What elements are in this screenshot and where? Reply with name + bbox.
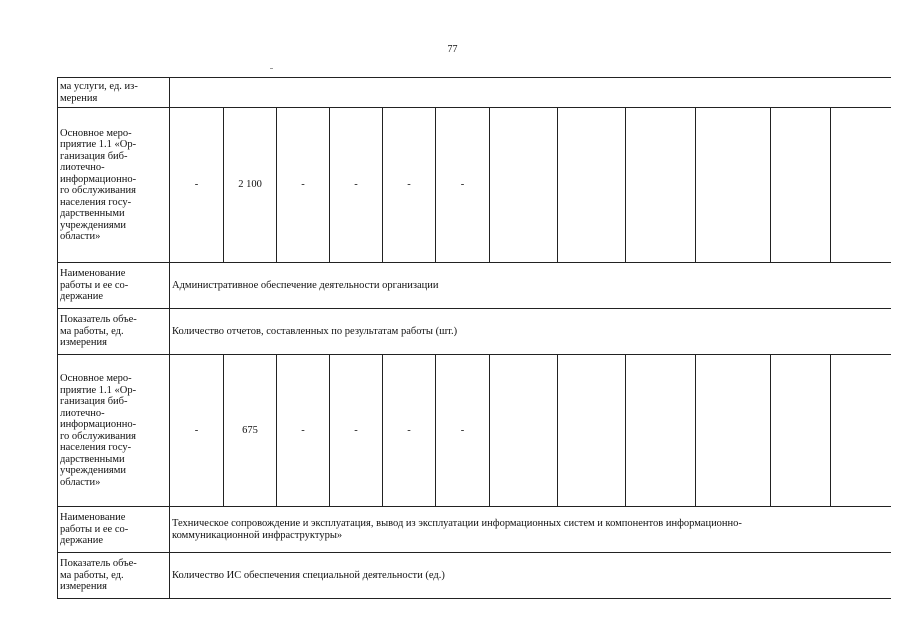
value-cell: -	[170, 108, 224, 263]
row-label: Показатель объе- ма работы, ед. измерения	[58, 553, 170, 599]
row-label: Основное меро- приятие 1.1 «Ор- ганизация биб- лиотечно- информационно- го обслуживания населения госу- дарственными учреждениями области»	[58, 355, 170, 507]
value-cell	[490, 355, 558, 507]
row-label: Наименование работы и ее со- держание	[58, 507, 170, 553]
page-number: 77	[447, 44, 458, 55]
value-cell	[558, 355, 626, 507]
table-row	[58, 553, 891, 599]
scan-artifact	[270, 68, 273, 69]
value-cell	[831, 355, 891, 507]
value-cell: 2 100	[224, 108, 277, 263]
row-label: ма услуги, ед. из- мерения	[58, 78, 170, 108]
table-row	[58, 507, 891, 553]
value-cell	[626, 355, 696, 507]
volume-indicator-cell: Количество ИС обеспечения специальной деятельности (ед.)	[170, 553, 891, 599]
table-row	[58, 309, 891, 355]
value-cell: -	[330, 108, 383, 263]
value-cell: -	[436, 355, 490, 507]
value-cell	[558, 108, 626, 263]
value-cell	[626, 108, 696, 263]
volume-indicator-cell: Количество отчетов, составленных по результатам работы (шт.)	[170, 309, 891, 355]
empty-merged-cell	[170, 78, 891, 108]
value-cell: 675	[224, 355, 277, 507]
value-cell: -	[436, 108, 490, 263]
value-cell: -	[330, 355, 383, 507]
value-cell	[696, 355, 771, 507]
work-content-cell: Техническое сопровождение и эксплуатация, вывод из эксплуатации информационных систем и компонентов информационно- коммуникационной инфраструктуры»	[170, 507, 891, 553]
value-cell	[771, 355, 831, 507]
program-table	[57, 77, 891, 599]
value-cell	[490, 108, 558, 263]
value-cell: -	[383, 108, 436, 263]
value-cell: -	[277, 355, 330, 507]
value-cell: -	[383, 355, 436, 507]
table-row	[58, 78, 891, 108]
work-content-cell: Административное обеспечение деятельности организации	[170, 263, 891, 309]
value-cell	[696, 108, 771, 263]
table-row	[58, 355, 891, 507]
value-cell: -	[277, 108, 330, 263]
row-label: Наименование работы и ее со- держание	[58, 263, 170, 309]
row-label: Показатель объе- ма работы, ед. измерения	[58, 309, 170, 355]
table-row	[58, 108, 891, 263]
table-row	[58, 263, 891, 309]
value-cell: -	[170, 355, 224, 507]
row-label: Основное меро- приятие 1.1 «Ор- ганизация биб- лиотечно- информационно- го обслуживания населения госу- дарственными учреждениями области»	[58, 108, 170, 263]
value-cell	[831, 108, 891, 263]
value-cell	[771, 108, 831, 263]
